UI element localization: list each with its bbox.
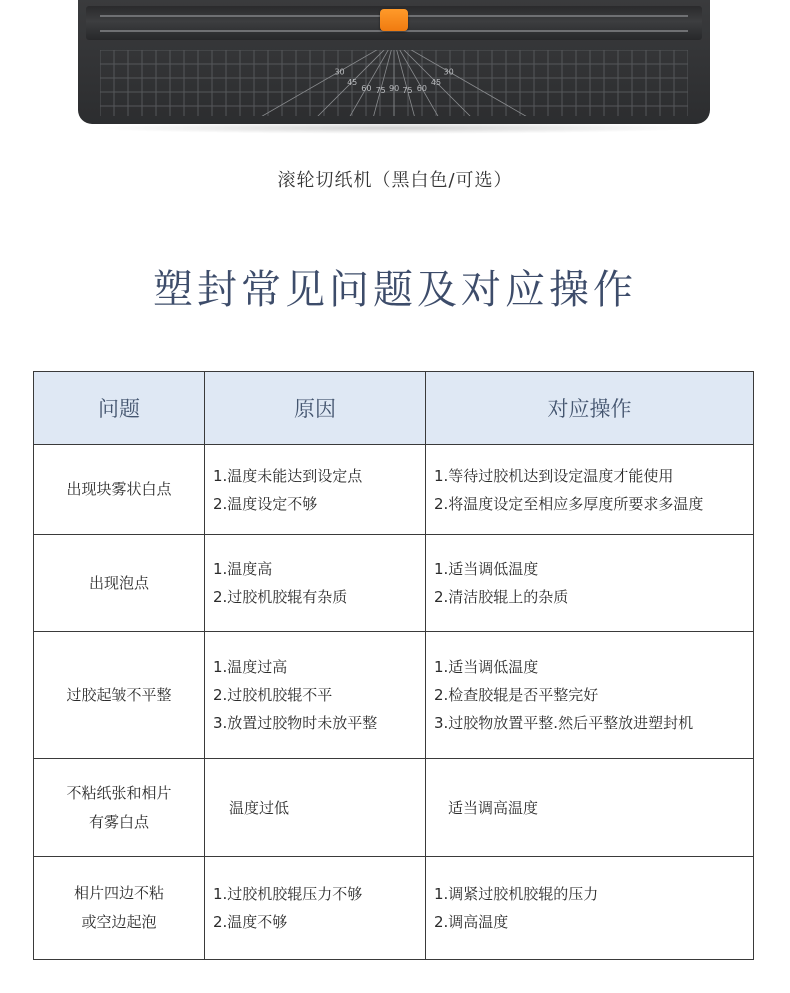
action-cell — [426, 857, 754, 960]
cause-text: 3.放置过胶物时未放平整 — [213, 714, 378, 732]
action-text: 1.调紧过胶机胶辊的压力 — [434, 885, 599, 903]
cause-cell — [205, 632, 426, 759]
faq-table — [33, 371, 754, 960]
trimmer-base — [78, 0, 710, 124]
cause-text: 1.温度未能达到设定点 — [213, 466, 363, 485]
action-text: 1.适当调低温度 — [434, 658, 539, 676]
action-text: 1.等待过胶机达到设定温度才能使用 — [434, 466, 674, 485]
cause-cell — [205, 445, 426, 535]
problem-text: 有雾白点 — [88, 812, 149, 831]
problem-cell — [34, 857, 205, 960]
angle-label: 75 — [375, 85, 386, 95]
cutting-grid — [100, 50, 688, 116]
cause-text: 1.温度高 — [213, 560, 273, 578]
cause-text: 2.过胶机胶辊不平 — [213, 686, 333, 704]
table-row — [34, 445, 754, 535]
angle-label: 45 — [347, 77, 358, 87]
angle-label: 30 — [443, 67, 454, 77]
problem-cell — [34, 535, 205, 632]
action-text: 2.清洁胶辊上的杂质 — [434, 588, 569, 606]
table-row — [34, 632, 754, 759]
column-header-problem: 问题 — [34, 372, 205, 445]
cause-text: 2.过胶机胶辊有杂质 — [213, 588, 348, 606]
action-cell — [426, 445, 754, 535]
cause-text: 1.过胶机胶辊压力不够 — [213, 885, 363, 903]
problem-cell — [34, 632, 205, 759]
angle-label: 60 — [416, 84, 427, 94]
product-caption: 滚轮切纸机（黑白色/可选） — [277, 170, 513, 191]
page-title: 塑封常见问题及对应操作 — [153, 267, 637, 313]
problem-text: 或空边起泡 — [81, 913, 157, 931]
problem-cell — [34, 445, 205, 535]
action-cell — [426, 632, 754, 759]
problem-text: 出现泡点 — [88, 573, 149, 592]
action-text: 1.适当调低温度 — [434, 560, 539, 578]
column-header-action: 对应操作 — [426, 372, 754, 445]
cause-cell — [205, 759, 426, 857]
action-cell — [426, 535, 754, 632]
cause-cell — [205, 535, 426, 632]
cause-text: 2.温度设定不够 — [213, 494, 318, 513]
cause-text: 1.温度过高 — [213, 658, 288, 676]
problem-text: 不粘纸张和相片 — [66, 783, 172, 802]
angle-label: 45 — [430, 77, 442, 87]
table-row — [34, 535, 754, 632]
table-row — [34, 857, 754, 960]
angle-label: 30 — [334, 67, 345, 77]
problem-text: 相片四边不粘 — [73, 884, 164, 902]
angle-label: 90 — [389, 84, 400, 93]
problem-text: 过胶起皱不平整 — [66, 685, 172, 704]
action-text: 2.调高温度 — [434, 913, 509, 931]
angle-label: 60 — [361, 84, 372, 94]
column-header-cause: 原因 — [205, 372, 426, 445]
cause-text: 2.温度不够 — [213, 913, 288, 931]
action-text: 2.检查胶辊是否平整完好 — [434, 686, 599, 704]
table-header-row — [34, 372, 754, 445]
action-text: 适当调高温度 — [448, 798, 539, 817]
paper-trimmer-image — [78, 0, 710, 130]
table-row — [34, 759, 754, 857]
angle-label: 75 — [402, 85, 413, 95]
problem-text: 出现块雾状白点 — [66, 480, 172, 498]
cause-cell — [205, 857, 426, 960]
cutting-board — [100, 50, 688, 116]
cause-text: 温度过低 — [229, 798, 290, 817]
action-text: 3.过胶物放置平整.然后平整放进塑封机 — [434, 714, 694, 732]
problem-cell — [34, 759, 205, 857]
action-cell — [426, 759, 754, 857]
cutter-handle — [380, 9, 408, 31]
action-text: 2.将温度设定至相应多厚度所要求多温度 — [434, 494, 704, 513]
